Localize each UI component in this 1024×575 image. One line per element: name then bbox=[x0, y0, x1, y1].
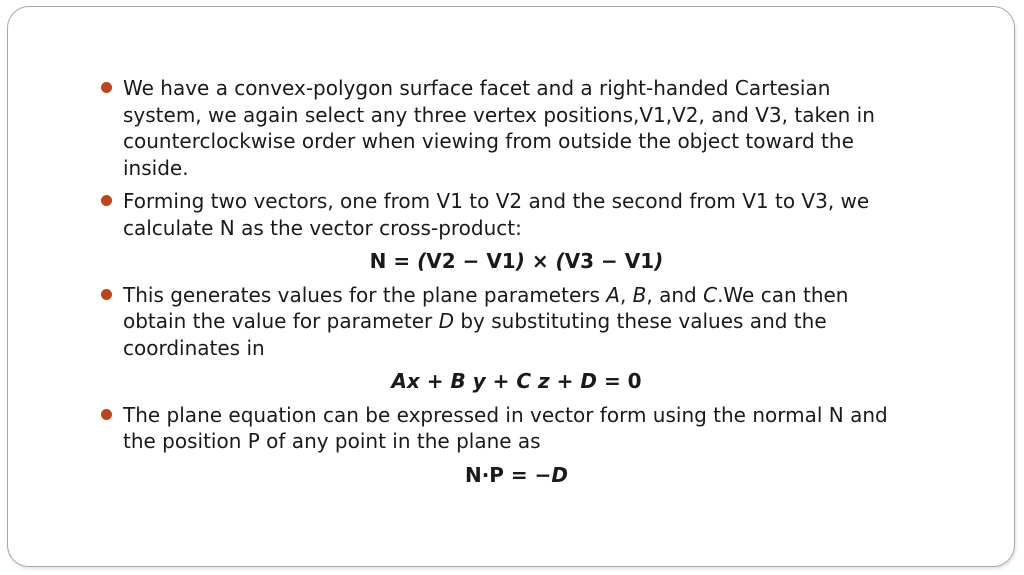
bullet-vector-form bbox=[100, 402, 910, 455]
slide-content bbox=[100, 75, 910, 495]
eq-paren: ( bbox=[555, 249, 565, 273]
eq-operator: + bbox=[549, 369, 581, 393]
equation-cross-product bbox=[123, 248, 910, 275]
param-d: D bbox=[438, 309, 454, 333]
eq-paren: ) bbox=[654, 249, 664, 273]
bullet-text: We have a convex-polygon surface facet and a right-handed Cartesian system, we again select any three vertex positions,V1,V2, and V3, taken in counterclockwise order when viewing from outside the object toward the inside. bbox=[123, 76, 875, 180]
eq-term-v3: V3 − V1 bbox=[564, 249, 655, 273]
eq-lhs: N = bbox=[369, 249, 418, 273]
eq-operator: + bbox=[485, 369, 517, 393]
equation-vector-form bbox=[123, 462, 910, 489]
text-run: by substituting these values and the coordinates in bbox=[123, 309, 827, 360]
eq-paren: ( bbox=[417, 249, 427, 273]
text-run: This generates values for the plane parameters bbox=[123, 282, 607, 307]
eq-lhs: N·P = − bbox=[464, 462, 552, 487]
eq-operator: × bbox=[524, 249, 556, 273]
eq-term: D bbox=[551, 462, 569, 487]
eq-paren: ) bbox=[515, 249, 525, 273]
param-a: A bbox=[606, 282, 620, 307]
param-c: C bbox=[703, 282, 718, 307]
bullet-dot-icon bbox=[101, 195, 112, 206]
bullet-dot-icon bbox=[101, 289, 112, 300]
eq-operator: + bbox=[419, 369, 451, 393]
eq-term: D bbox=[580, 369, 597, 393]
text-run: .We can then obtain the value for parameter bbox=[123, 282, 849, 333]
bullet-dot-icon bbox=[101, 82, 112, 93]
bullet-convex-polygon bbox=[100, 75, 910, 181]
eq-term: Ax bbox=[391, 369, 420, 393]
param-b: B bbox=[632, 282, 647, 307]
text-run: , bbox=[619, 282, 633, 307]
bullet-dot-icon bbox=[101, 409, 112, 420]
eq-rhs: = 0 bbox=[596, 369, 642, 393]
eq-term-v2: V2 − V1 bbox=[426, 249, 516, 273]
eq-term: B y bbox=[450, 369, 486, 393]
bullet-text: Forming two vectors, one from V1 to V2 and the second from V1 to V3, we calculate N as the vector cross-product: bbox=[123, 189, 870, 240]
text-run: , and bbox=[646, 282, 704, 307]
bullet-forming-vectors bbox=[100, 188, 910, 241]
bullet-plane-parameters bbox=[100, 282, 910, 362]
eq-term: C z bbox=[516, 369, 550, 393]
bullet-text bbox=[123, 283, 848, 360]
equation-plane bbox=[123, 368, 910, 395]
bullet-text: The plane equation can be expressed in vector form using the normal N and the position P of any point in the plane as bbox=[123, 402, 888, 453]
